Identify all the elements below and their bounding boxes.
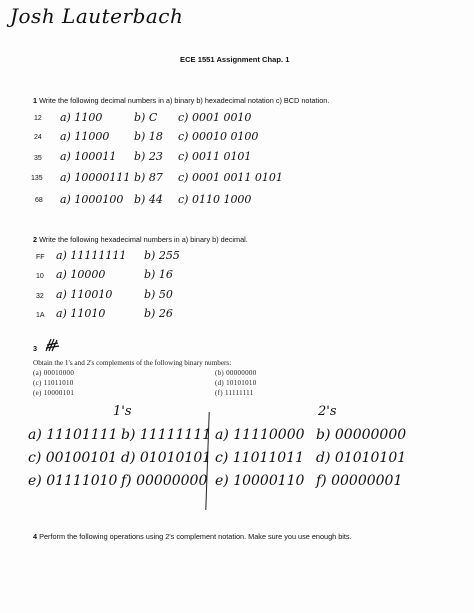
q3-item: (c) 11011010 bbox=[33, 379, 74, 387]
ones-answer: a) 11101111 bbox=[28, 427, 118, 443]
q1-answer-b: b) 23 bbox=[134, 150, 163, 163]
scribble-mark bbox=[44, 337, 62, 353]
q1-answer-a: a) 11000 bbox=[60, 130, 110, 143]
q2-answer-b: b) 50 bbox=[144, 288, 173, 301]
ones-answer: d) 01010101 bbox=[121, 450, 212, 466]
q1-answer-b: b) 87 bbox=[134, 171, 163, 184]
q4-number: 4 bbox=[33, 532, 38, 541]
twos-answer: d) 01010101 bbox=[316, 450, 407, 466]
q1-label: 135 bbox=[31, 175, 43, 182]
q2-label: 10 bbox=[36, 273, 44, 280]
q4-prompt bbox=[33, 532, 352, 541]
q1-label: 12 bbox=[34, 115, 42, 122]
q3-item: (e) 10000101 bbox=[33, 389, 75, 397]
q2-label: 32 bbox=[36, 293, 44, 300]
q1-label: 35 bbox=[34, 155, 42, 162]
q1-label: 68 bbox=[35, 197, 43, 204]
q4-text: Perform the following operations using 2's complement notation. Make sure you use enough bits. bbox=[39, 532, 352, 541]
twos-answer: b) 00000000 bbox=[316, 427, 407, 443]
q2-answer-a: a) 10000 bbox=[56, 268, 106, 281]
ones-heading: 1's bbox=[113, 404, 132, 419]
q3-item: (b) 00000000 bbox=[215, 369, 257, 377]
q1-answer-c: c) 00010 0100 bbox=[178, 130, 259, 143]
q1-prompt bbox=[33, 96, 329, 105]
q2-prompt bbox=[33, 235, 248, 244]
q3-prompt: Obtain the 1's and 2's complements of the following binary numbers: bbox=[33, 359, 232, 367]
q1-answer-a: a) 10000111 bbox=[60, 171, 131, 184]
q3-item: (f) 11111111 bbox=[215, 389, 254, 397]
q3-item: (a) 00010000 bbox=[33, 369, 75, 377]
q1-text: Write the following decimal numbers in a) binary b) hexadecimal notation c) BCD notation. bbox=[39, 96, 330, 105]
q2-text: Write the following hexadecimal numbers in a) binary b) decimal. bbox=[39, 235, 248, 244]
q3-item: (d) 10101010 bbox=[215, 379, 257, 387]
ones-answer: c) 00100101 bbox=[28, 450, 118, 466]
twos-answer: f) 00000001 bbox=[316, 473, 403, 489]
q1-answer-a: a) 100011 bbox=[60, 150, 117, 163]
student-name: Josh Lauterbach bbox=[10, 4, 184, 28]
ones-answer: e) 01111010 bbox=[28, 473, 118, 489]
twos-answer: e) 10000110 bbox=[215, 473, 305, 489]
ones-answer: f) 00000000 bbox=[121, 473, 208, 489]
q1-answer-a: a) 1000100 bbox=[60, 193, 124, 206]
q2-answer-a: a) 110010 bbox=[56, 288, 113, 301]
twos-heading: 2's bbox=[318, 404, 337, 419]
q3-number: 3 bbox=[33, 344, 38, 353]
q2-number: 2 bbox=[33, 235, 38, 244]
q2-answer-b: b) 255 bbox=[144, 249, 180, 262]
page-title: ECE 1551 Assignment Chap. 1 bbox=[180, 55, 290, 64]
q2-answer-b: b) 26 bbox=[144, 307, 173, 320]
q2-answer-b: b) 16 bbox=[144, 268, 173, 281]
q1-answer-b: b) 44 bbox=[134, 193, 163, 206]
q1-answer-c: c) 0011 0101 bbox=[178, 150, 252, 163]
ones-answer: b) 11111111 bbox=[121, 427, 212, 443]
q1-answer-c: c) 0110 1000 bbox=[178, 193, 252, 206]
q2-answer-a: a) 11010 bbox=[56, 307, 106, 320]
twos-answer: c) 11011011 bbox=[215, 450, 305, 466]
q2-label: FF bbox=[36, 254, 45, 261]
q1-answer-c: c) 0001 0010 bbox=[178, 111, 252, 124]
q2-label: 1A bbox=[36, 312, 45, 319]
q2-answer-a: a) 11111111 bbox=[56, 249, 127, 262]
q1-answer-a: a) 1100 bbox=[60, 111, 103, 124]
q1-answer-b: b) C bbox=[134, 111, 158, 124]
q1-number: 1 bbox=[33, 96, 38, 105]
q1-label: 24 bbox=[34, 134, 42, 141]
twos-answer: a) 11110000 bbox=[215, 427, 305, 443]
q1-answer-c: c) 0001 0011 0101 bbox=[178, 171, 283, 184]
q1-answer-b: b) 18 bbox=[134, 130, 163, 143]
